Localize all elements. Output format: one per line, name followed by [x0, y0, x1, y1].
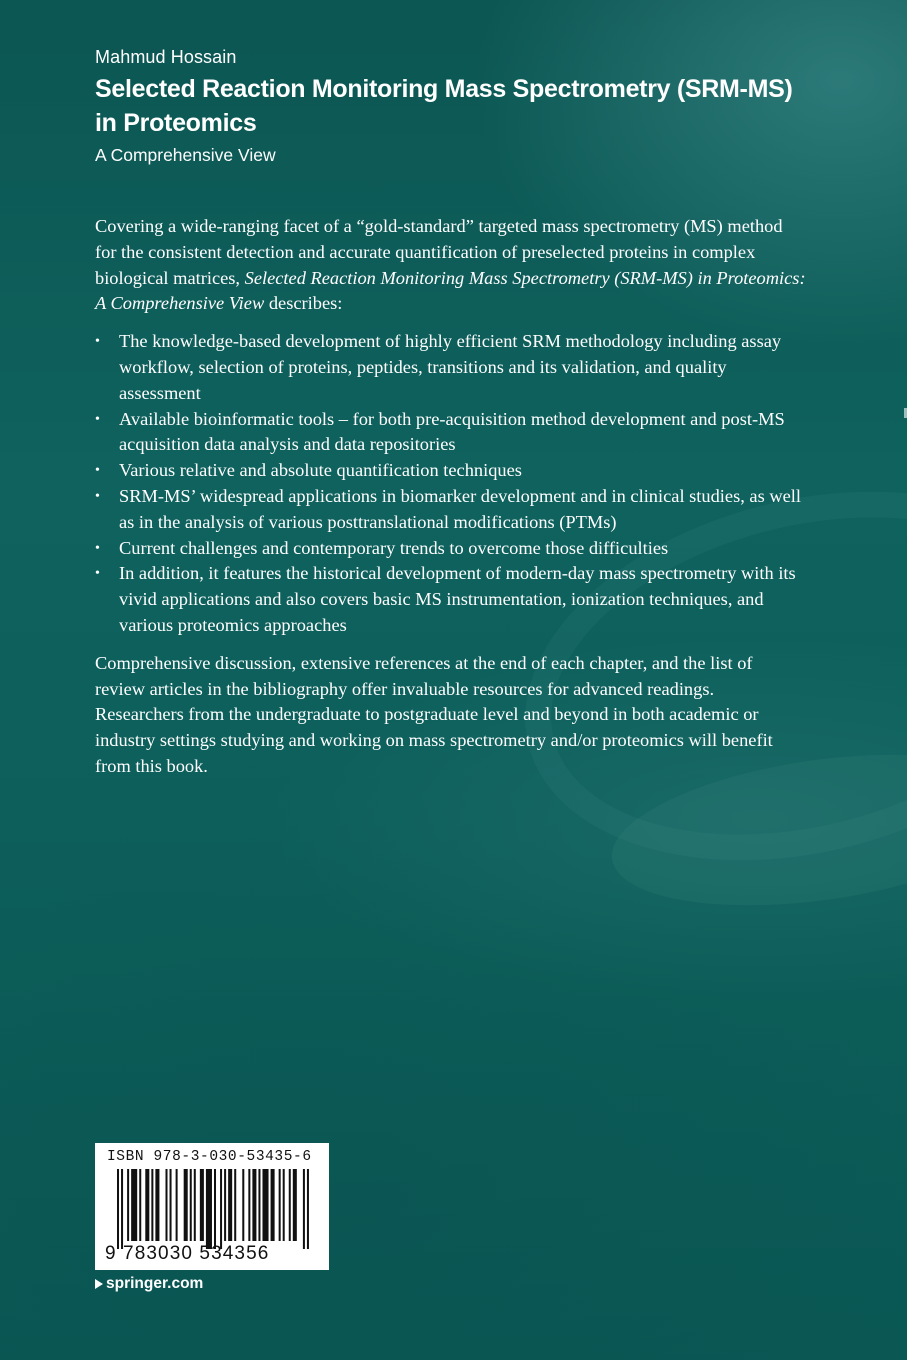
list-item — [95, 329, 807, 406]
intro-italic-title: Selected Reaction Monitoring Mass Spectrometry (SRM-MS) in Proteomics: A Comprehensive View — [95, 267, 806, 314]
barcode-bar — [214, 1169, 216, 1249]
feature-list — [95, 329, 807, 639]
barcode-bar — [184, 1169, 188, 1241]
barcode-bar — [117, 1169, 119, 1249]
publisher-link-text: springer.com — [106, 1275, 204, 1292]
barcode-bar — [165, 1169, 167, 1241]
barcode-bar — [127, 1169, 129, 1241]
list-item-text: In addition, it features the historical development of modern-day mass spectrometry with its vivid applications and also covers basic MS instrumentation, ionization techniques, and various proteomics approaches — [119, 563, 796, 635]
barcode-bar — [206, 1169, 212, 1249]
list-item — [95, 484, 807, 536]
play-arrow-icon — [95, 1279, 103, 1289]
barcode-bar — [242, 1169, 244, 1241]
list-item — [95, 407, 807, 459]
list-item — [95, 458, 807, 484]
publisher-link[interactable] — [95, 1275, 203, 1293]
bullet-icon: • — [95, 488, 100, 504]
list-item-text: SRM-MS’ widespread applications in biomarker development and in clinical studies, as well as in the analysis of various posttranslational modifications (PTMs) — [119, 485, 802, 532]
barcode-bar — [176, 1169, 178, 1241]
barcode-bar — [170, 1169, 172, 1241]
barcode-bar — [121, 1169, 123, 1249]
barcode-bar — [224, 1169, 226, 1241]
barcode-bar — [139, 1169, 141, 1241]
barcode-bar — [190, 1169, 192, 1241]
barcode-bar — [271, 1169, 275, 1241]
ean-digits: 9 783030 534356 — [105, 1243, 270, 1264]
barcode-bar — [151, 1169, 153, 1241]
list-item-text: The knowledge-based development of highly efficient SRM methodology including assay workflow, selection of proteins, peptides, transitions and its validation, and quality assessment — [119, 331, 782, 403]
bullet-icon: • — [95, 540, 100, 556]
isbn-barcode — [95, 1143, 329, 1270]
barcode-bar — [131, 1169, 137, 1241]
intro-text-end: describes: — [264, 293, 343, 314]
barcode-bar — [252, 1169, 256, 1241]
bullet-icon: • — [95, 411, 100, 427]
barcode-bar — [258, 1169, 260, 1241]
barcode-bar — [228, 1169, 232, 1241]
barcode-bar — [293, 1169, 297, 1241]
list-item — [95, 536, 807, 562]
bullet-icon: • — [95, 566, 100, 582]
barcode-bars — [117, 1169, 313, 1249]
barcode-bar — [262, 1169, 268, 1241]
intro-text: Covering a wide-ranging facet of a “gold-standard” targeted mass spectrometry (MS) method for the consistent detection and accurate quantification of preselected proteins in complex biological matrices, — [95, 216, 783, 288]
blurb — [95, 214, 807, 780]
barcode-bar — [194, 1169, 196, 1241]
barcode-bar — [303, 1169, 305, 1249]
isbn-label: ISBN 978-3-030-53435-6 — [107, 1149, 312, 1165]
bullet-icon: • — [95, 463, 100, 479]
barcode-bar — [307, 1169, 309, 1249]
barcode-bar — [283, 1169, 285, 1241]
list-item — [95, 561, 807, 638]
list-item-text: Available bioinformatic tools – for both pre-acquisition method development and post-MS acquisition data analysis and data repositories — [119, 408, 785, 455]
barcode-bar — [155, 1169, 159, 1241]
list-item-text: Current challenges and contemporary trends to overcome those difficulties — [119, 537, 669, 558]
author-name: Mahmud Hossain — [95, 47, 237, 67]
book-subtitle: A Comprehensive View — [95, 145, 276, 165]
cover-header — [95, 44, 835, 168]
list-item-text: Various relative and absolute quantification techniques — [119, 460, 522, 481]
intro-paragraph — [95, 214, 807, 317]
barcode-bar — [289, 1169, 291, 1241]
barcode-bar — [234, 1169, 236, 1241]
bullet-icon: • — [95, 334, 100, 350]
book-title: Selected Reaction Monitoring Mass Spectrometry (SRM-MS) in Proteomics — [95, 75, 793, 137]
barcode-bar — [145, 1169, 149, 1241]
barcode-bar — [220, 1169, 222, 1249]
barcode-bar — [279, 1169, 281, 1241]
barcode-bar — [200, 1169, 204, 1241]
closing-paragraph: Comprehensive discussion, extensive references at the end of each chapter, and the list of review articles in the bibliography offer invaluable resources for advanced readings. Researchers from the undergraduate to postgraduate level and beyond in both academic or industry settings studying and working on mass spectrometry and/or proteomics will benefit from this book. — [95, 652, 773, 776]
barcode-bar — [248, 1169, 250, 1241]
